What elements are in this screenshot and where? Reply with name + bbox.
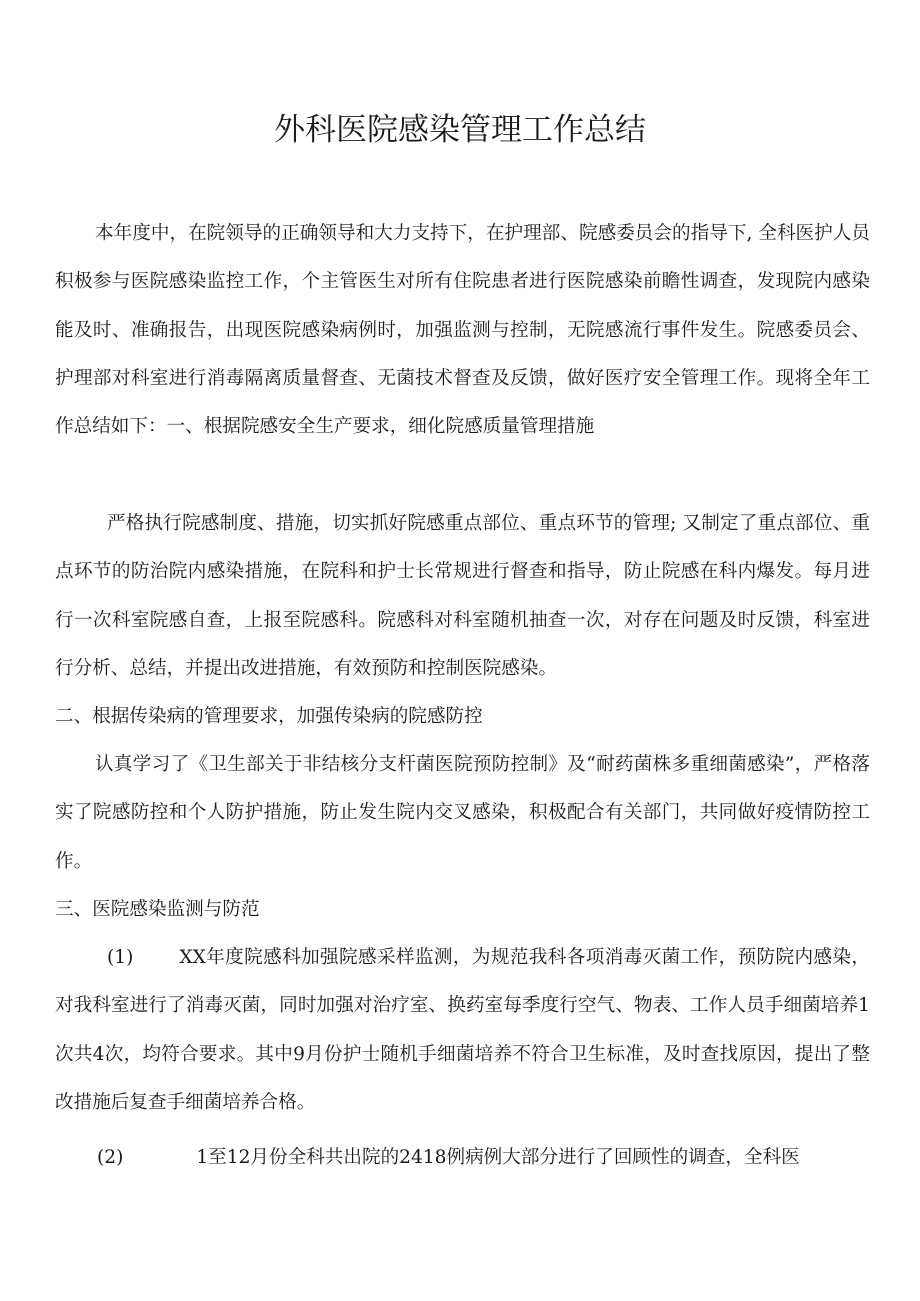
document-title: 外科医院感染管理工作总结	[274, 112, 646, 148]
list-item-2-number: (2)	[97, 1147, 124, 1168]
section1-body-paragraph: 严格执行院感制度、措施，切实抓好院感重点部位、重点环节的管理; 又制定了重点部位、重点环节的防治院内感染措施，在院科和护士长常规进行督查和指导，防止院感在科内爆发。每月进行一次科室院感自查，上报至院感科。院感科对科室随机抽查一次，对存在问题及时反馈，科室进行分析、总结，并提出改进措施，有效预防和控制医院感染。	[55, 513, 870, 679]
list-item-1	[55, 934, 870, 1127]
list-item-2-text: 1至12月份全科共出院的2418例病例大部分进行了回顾性的调查，全科医	[196, 1147, 800, 1168]
section2-heading: 二、根据传染病的管理要求，加强传染病的院感防控	[55, 706, 483, 727]
list-item-1-text: XX年度院感科加强院感采样监测，为规范我科各项消毒灭菌工作，预防院内感染，对我科室进行了消毒灭菌，同时加强对治疗室、换药室每季度行空气、物表、工作人员手细菌培养1次共4次，均符合要求。其中9月份护士随机手细菌培养不符合卫生标准，及时查找原因，提出了整改措施后复查手细菌培养合格。	[55, 947, 870, 1113]
section2-body-paragraph: 认真学习了《卫生部关于非结核分支杆菌医院预防控制》及“耐药菌株多重细菌感染”，严格落实了院感防控和个人防护措施，防止发生院内交叉感染，积极配合有关部门，共同做好疫情防控工作。	[55, 754, 870, 872]
list-item-2	[55, 1134, 870, 1182]
intro-paragraph: 本年度中，在院领导的正确领导和大力支持下，在护理部、院感委员会的指导下, 全科医护人员积极参与医院感染监控工作，个主管医生对所有住院患者进行医院感染前瞻性调查，发现院内感染能及时、准确报告，出现医院感染病例时，加强监测与控制，无院感流行事件发生。院感委员会、护理部对科室进行消毒隔离质量督查、无菌技术督查及反馈，做好医疗安全管理工作。现将全年工作总结如下：一、根据院感安全生产要求，细化院感质量管理措施	[55, 223, 870, 438]
list-item-1-number: (1)	[107, 947, 134, 968]
section3-heading: 三、医院感染监测与防范	[55, 899, 260, 920]
